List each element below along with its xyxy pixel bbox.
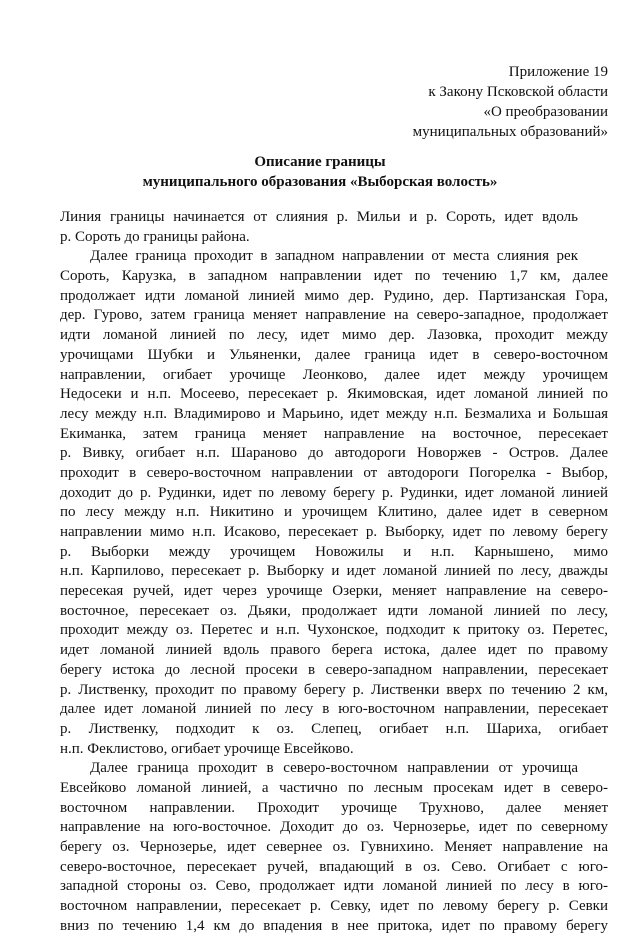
body-line: Линия границы начинается от слияния р. Мильи и р. Сороть, идет вдоль [60, 209, 578, 225]
appendix-line: к Закону Псковской области [428, 84, 608, 100]
body-line: по лесу между н.п. Никитино и урочищем Клитино, далее идет в северном [60, 504, 608, 521]
body-line: урочищами Шубки и Ульяненки, далее граница идет в северо-восточном [60, 346, 608, 363]
body-line: р. Сороть до границы района. [60, 228, 250, 245]
appendix-line: «О преобразовании [483, 104, 608, 120]
body-line: Недосеки и н.п. Мосеево, пересекает р. Якимовская, идет ломаной линией по [60, 386, 608, 403]
body-line: Далее граница проходит в западном направлении от места слияния рек [90, 248, 578, 265]
body-line: пересекая ручей, идет через урочище Озерки, меняет направление на северо- [60, 583, 608, 600]
body-line: направлении мимо н.п. Исаково, пересекает р. Выборку, идет по левому берегу [60, 524, 608, 540]
appendix-line: Приложение 19 [508, 64, 608, 80]
body-line: р. Лиственку, подходит к оз. Слепец, огибает н.п. Шариха, огибает [60, 720, 608, 737]
body-line: доходит до р. Рудинки, идет по левому берегу р. Рудинки, идет ломаной линией [60, 484, 608, 501]
body-line: идет ломаной линией вдоль правого берега истока, далее идет по правому [60, 642, 608, 659]
body-line: н.п. Карпилово, пересекает р. Выборку и идет ломаной линией по лесу, дважды [60, 563, 608, 580]
body-line: н.п. Феклистово, огибает урочище Евсейково. [60, 740, 354, 757]
body-line: идти ломаной линией по лесу, идет мимо дер. Лазовка, проходит между [60, 327, 608, 344]
appendix-line: муниципальных образований» [412, 124, 608, 140]
title-line: муниципального образования «Выборская волость» [142, 174, 498, 190]
body-line: проходит в северо-восточном направлении от автодороги Погорелка - Выбор, [60, 464, 608, 481]
body-line: дер. Гурово, затем граница меняет направление на северо-западное, продолжает [60, 307, 608, 324]
body-line: р. Лиственку, проходит по правому берегу р. Лиственки вверх по течению 2 км, [60, 681, 608, 698]
body-line: восточном направлении, пересекает р. Севку, идет по левому берегу р. Севки [60, 898, 608, 915]
body-line: Евсейково ломаной линией, а частично по лесным просекам идет в северо- [60, 779, 608, 796]
body-line: западной стороны оз. Сево, продолжает идти ломаной линией по лесу в юго- [60, 878, 608, 895]
body-line: Екиманка, затем граница меняет направление на восточное, пересекает [60, 425, 608, 442]
body-line: направлении, огибает урочище Леонково, далее идет между урочищем [60, 366, 608, 383]
document-title [0, 152, 640, 192]
appendix-reference [413, 62, 608, 142]
document-body [60, 208, 608, 936]
body-line: вниз по течению 1,4 км до впадения в нее притока, идет по правому берегу [60, 917, 608, 934]
title-line: Описание границы [254, 154, 386, 170]
body-line: р. Вивку, огибает н.п. Шараново до автодороги Новоржев - Остров. Далее [60, 445, 608, 462]
body-line: р. Выборки между урочищем Новожилы и н.п. Карнышено, мимо [60, 543, 608, 560]
body-line: лесу между н.п. Владимирово и Марьино, идет между н.п. Безмалиха и Большая [60, 405, 608, 422]
body-line: берегу оз. Чернозерье, идет севернее оз. Гувнихино. Меняет направление на [60, 839, 608, 855]
body-line: восточное, пересекает оз. Дьяки, продолжает идти ломаной линией по лесу, [60, 602, 608, 619]
body-line: далее идет ломаной линией по лесу в юго-восточном направлении, пересекает [60, 701, 608, 718]
body-line: северо-восточное, пересекает ручей, впадающий в оз. Сево. Огибает с юго- [60, 858, 608, 875]
body-line: проходит между оз. Перетес и н.п. Чухонское, подходит к притоку оз. Перетес, [60, 622, 608, 639]
body-line: направление на юго-восточное. Доходит до оз. Чернозерье, идет по северному [60, 819, 608, 836]
body-line: восточном направлении. Проходит урочище Трухново, далее меняет [60, 799, 608, 816]
body-line: берегу истока до лесной просеки в северо-западном направлении, пересекает [60, 661, 608, 678]
body-line: продолжает идти ломаной линией мимо дер. Рудино, дер. Партизанская Гора, [60, 287, 608, 304]
body-line: Сороть, Карузка, в западном направлении идет по течению 1,7 км, далее [60, 268, 608, 285]
body-line: Далее граница проходит в северо-восточном направлении от урочища [90, 760, 578, 777]
